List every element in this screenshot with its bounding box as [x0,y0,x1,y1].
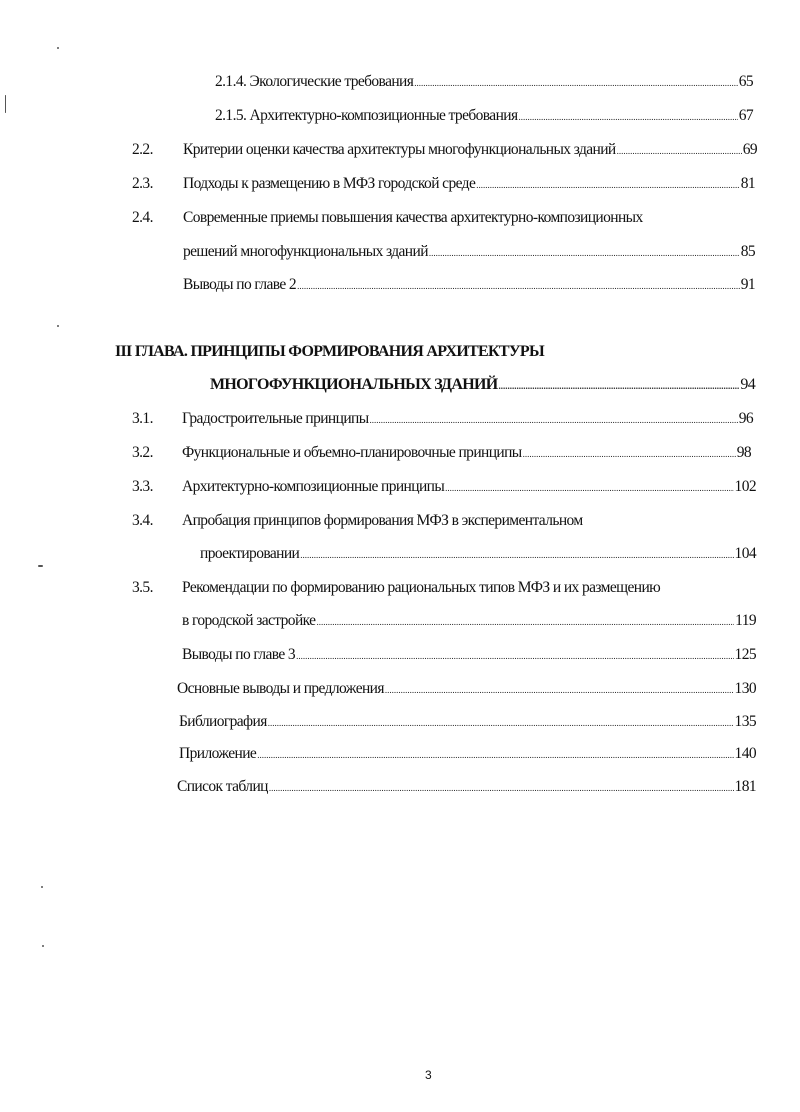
toc-entry [0,745,800,769]
toc-entry [0,545,800,569]
toc-leader-dots [370,415,738,425]
toc-entry-title: Апробация принципов формирования МФЗ в экспериментальном [182,512,583,529]
toc-entry-number: 3.1. [132,410,153,427]
toc-entry [0,579,800,603]
toc-entry-title: Список таблиц [177,778,268,795]
toc-entry-page: 85 [740,243,755,260]
toc-leader-dots [498,381,739,391]
toc-entry-page: 81 [740,175,755,192]
toc-entry [0,646,800,670]
toc-entry-number: 2.3. [132,175,153,192]
toc-entry [0,444,800,468]
toc-entry-page: 104 [734,545,756,562]
toc-entry-page: 94 [740,376,755,393]
toc-entry-number: 3.3. [132,478,153,495]
toc-entry-title: проектировании [200,545,300,562]
toc-entry-page: 119 [735,612,756,629]
toc-entry-title: Градостроительные принципы [182,410,369,427]
toc-entry-number: 2.2. [132,141,153,158]
toc-entry-page: 140 [734,745,756,762]
scan-artifact [5,95,6,113]
toc-entry-number: 3.2. [132,444,153,461]
toc-entry [0,276,800,300]
toc-leader-dots [414,78,737,88]
toc-leader-dots [300,550,733,560]
toc-leader-dots [617,146,742,156]
toc-entry-title: Библиография [179,713,267,730]
toc-entry [0,478,800,502]
toc-entry-title: Критерии оценки качества архитектуры многофункциональных зданий [183,141,616,158]
toc-leader-dots [385,685,734,695]
toc-leader-dots [316,617,734,627]
toc-leader-dots [429,248,740,258]
toc-entry-page: 91 [740,276,755,293]
chapter-title: МНОГОФУНКЦИОНАЛЬНЫХ ЗДАНИЙ [210,376,498,393]
scan-artifact [42,945,44,947]
toc-entry-page: 135 [734,713,756,730]
toc-leader-dots [523,449,736,459]
page-number: 3 [425,1068,432,1082]
toc-entry [0,512,800,536]
toc-leader-dots [269,783,734,793]
toc-entry-page: 65 [738,73,753,90]
toc-entry [0,713,800,737]
toc-entry [0,612,800,636]
toc-entry-page: 102 [734,478,756,495]
toc-entry-title: 2.1.4. Экологические требования [215,73,414,90]
chapter-title: III ГЛАВА. ПРИНЦИПЫ ФОРМИРОВАНИЯ АРХИТЕКТУРЫ [115,343,545,360]
toc-entry-title: Рекомендации по формированию рациональных типов МФЗ и их размещению [182,579,661,596]
toc-entry [0,410,800,434]
toc-entry-title: Функциональные и объемно-планировочные принципы [182,444,522,461]
toc-entry-title: Подходы к размещению в МФЗ городской среде [183,175,476,192]
scan-artifact [38,565,43,567]
toc-entry-title: Выводы по главе 3 [182,646,296,663]
toc-entry-title: Основные выводы и предложения [177,680,384,697]
toc-leader-dots [268,718,734,728]
toc-leader-dots [257,750,733,760]
toc-entry [0,209,800,233]
toc-leader-dots [476,180,739,190]
toc-entry-page: 96 [738,410,753,427]
toc-leader-dots [445,483,733,493]
toc-entry-title: в городской застройке [182,612,316,629]
toc-leader-dots [296,651,733,661]
toc-entry-page: 67 [738,107,753,124]
toc-entry-title: Архитектурно-композиционные принципы [182,478,445,495]
toc-entry-title: решений многофункциональных зданий [183,243,428,260]
toc-entry-page: 98 [736,444,751,461]
toc-entry-page: 181 [734,778,756,795]
toc-entry [0,107,800,131]
scan-artifact [57,47,59,49]
toc-entry [0,243,800,267]
toc-entry-title: Выводы по главе 2 [183,276,297,293]
toc-entry-page: 130 [734,680,756,697]
toc-entry-number: 2.4. [132,209,153,226]
toc-entry-title: Приложение [179,745,257,762]
chapter-heading [0,343,800,367]
toc-entry-page: 125 [734,646,756,663]
toc-entry-title: 2.1.5. Архитектурно-композиционные требования [215,107,518,124]
toc-entry [0,141,800,165]
scan-artifact [41,886,43,888]
toc-entry-number: 3.4. [132,512,153,529]
toc-entry [0,778,800,802]
toc-entry [0,175,800,199]
toc-entry-title: Современные приемы повышения качества архитектурно-композиционных [183,209,643,226]
toc-entry [0,680,800,704]
toc-entry-number: 3.5. [132,579,153,596]
toc-entry [0,73,800,97]
toc-leader-dots [297,281,740,291]
scan-artifact [57,325,59,327]
toc-entry-page: 69 [742,141,757,158]
chapter-heading [0,376,800,400]
toc-leader-dots [519,112,738,122]
